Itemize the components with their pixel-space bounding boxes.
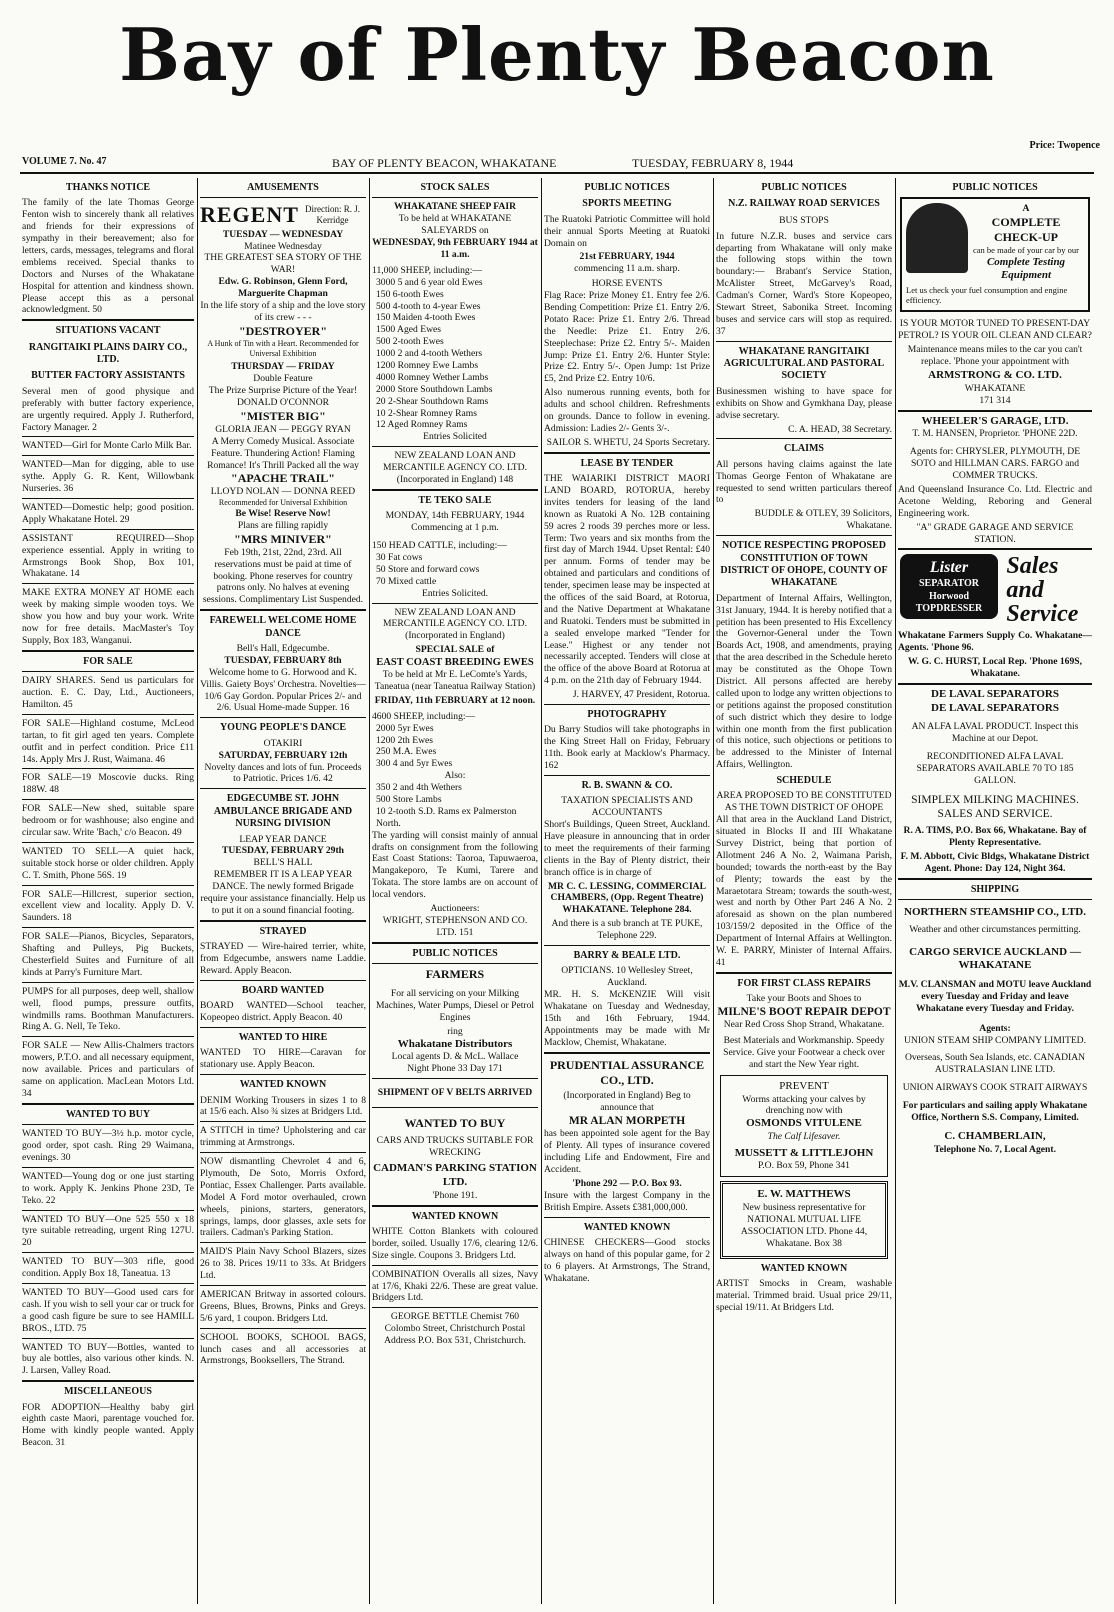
ad-headline: PREVENT: [779, 1079, 829, 1092]
ad-text: IS YOUR MOTOR TUNED TO PRESENT-DAY PETROL? IS YOUR OIL CLEAN AND CLEAR?: [898, 317, 1092, 341]
film-note: Plans are filling rapidly: [237, 520, 329, 532]
notice-text: has been appointed sole agent for the Bay of Plenty. All types of insurance covered including Life and Endowment, Fire and Accident.: [544, 1128, 710, 1176]
ad-headline: NORTHERN STEAMSHIP CO., LTD.: [904, 906, 1086, 919]
strayed-heading: STRAYED: [259, 925, 307, 937]
ad-text: Best Materials and Workmanship. Speedy Service. Give your Footwear a check over and start the New Year right.: [723, 1035, 885, 1071]
stock-line: 30 Fat cows: [376, 551, 423, 563]
notice-text: And there is a sub branch at TE PUKE, Telephone 229.: [551, 918, 703, 942]
ad-text: New business representative for NATIONAL MUTUAL LIFE ASSOCIATION LTD. Phone 44, Whakatane. Box 38: [740, 1201, 868, 1249]
ad-text: CARS AND TRUCKS SUITABLE FOR WRECKING: [376, 1134, 534, 1158]
stock-line: 1200 2th Ewes: [376, 734, 434, 746]
ambulance-brigade-heading: EDGECUMBE ST. JOHN AMBULANCE BRIGADE AND NURSING DIVISION: [213, 793, 353, 830]
ad-headline: CARGO SERVICE AUCKLAND — WHAKATANE: [909, 945, 1081, 972]
ad-headline: C. CHAMBERLAIN,: [944, 1129, 1046, 1142]
stock-line: 300 4 and 5yr Ewes: [376, 758, 453, 770]
sale-details: The yarding will consist mainly of annual drafts on consignment from the following East Coast Stations: Taoroa, Tapuwaeroa, Mangakeporo, Te Kumi, Tarere and Tokata. The store lambs are on account of local vendors.: [372, 829, 538, 901]
notice-text: Businessmen wishing to have space for exhibits on Show and Gymkhana Day, please advise secretary.: [716, 385, 892, 421]
osmonds-ad: [720, 1075, 888, 1177]
film-note: Be Wise! Reserve Now!: [235, 508, 331, 520]
ad-text: UNION AIRWAYS COOK STRAIT AIRWAYS: [902, 1082, 1088, 1094]
for-sale-heading: FOR SALE: [83, 655, 133, 667]
notice-text: All that area in the Auckland Land District, situated in Blocks II and III Whakatane Survey District, being that portion of Allotment 246 A No. 2, Waimana Parish, bounded; towards the north-east by the Bay of Plenty; towards the east by the Maraetotara Stream; towards the south-west, west and north by Other Part 246 A No. 2 aforesaid as shown on the plan numbered 103/159/2 deposited in the Office of the Department of Internal Affairs at Wellington. W. E. PARRY, Minister of Internal Affairs. 41: [716, 814, 892, 968]
auctioneer: NEW ZEALAND LOAN AND MERCANTILE AGENCY CO. LTD. (Incorporated in England) 148: [383, 450, 527, 485]
stock-line: 20 2-Shear Southdown Rams: [376, 395, 489, 407]
entries-note: Entries Solicited.: [421, 587, 489, 599]
notice-text: (Incorporated in England) Beg to announce that: [563, 1090, 691, 1114]
ad-headline: MILNE'S BOOT REPAIR DEPOT: [717, 1006, 891, 1019]
auctioneer: WRIGHT, STEPHENSON AND CO. LTD. 151: [382, 914, 528, 938]
newspaper-title: Bay of Plenty Beacon: [119, 12, 995, 97]
column-1: [22, 178, 194, 1606]
classified-ad: CHINESE CHECKERS—Good stocks always on hand of this popular game, for 2 to 6 players. At Armstrongs, The Strand, Whakatane.: [544, 1237, 710, 1284]
ad-text: Take your Boots and Shoes to: [746, 993, 862, 1005]
film-tagline: A Merry Comedy Musical. Associate Feature. Thundering Action! Flaming Romance! It's Thrill Packed all the way: [207, 435, 359, 471]
column-rule: [895, 178, 896, 1604]
ad-text: Maintenance means miles to the car you can't replace. 'Phone your appointment with: [907, 343, 1083, 367]
stock-line: 1000 2 and 4-tooth Wethers: [376, 348, 483, 360]
ad-text: RECONDITIONED ALFA LAVAL SEPARATORS AVAILABLE 70 TO 185 GALLON.: [916, 751, 1074, 786]
public-notices-heading: PUBLIC NOTICES: [412, 947, 498, 959]
ad-text: Weather and other circumstances permitting.: [909, 923, 1081, 935]
stock-line: 11,000 SHEEP, including:—: [372, 264, 482, 276]
matinee: Matinee Wednesday: [244, 240, 322, 252]
ad-text: Local agents D. & McL. Wallace: [391, 1051, 519, 1063]
column-2: [200, 178, 366, 1606]
stock-line: 2000 5yr Ewes: [376, 722, 434, 734]
railway-heading: N.Z. RAILWAY ROAD SERVICES: [728, 198, 880, 210]
butter-factory-heading: BUTTER FACTORY ASSISTANTS: [31, 370, 185, 382]
stock-line: 350 2 and 4th Wethers: [376, 782, 462, 794]
wanted-to-buy-heading: WANTED TO BUY: [65, 1108, 151, 1120]
ad-headline: E. W. MATTHEWS: [757, 1188, 851, 1201]
notice-text: Flag Race: Prize Money £1. Entry fee 2/6. Bending Competition: Prize £1. Entry 2/6. Potato Race: Prize £1. Entry 2/6. Thread the Needle: Prize £1. Entry 2/6. Steeplechase: Prize £2. Entry 5/-. Maiden Jump: Prize £1. Entry 2/6. Hunter Style: Prize £2. Entry 5/-. Open Jump: 1st Prize £5, 2nd Prize £2. Entry 10/6.: [544, 290, 710, 385]
screening-days: TUESDAY — WEDNESDAY: [222, 228, 344, 240]
ad-headline: CADMAN'S PARKING STATION LTD.: [373, 1162, 537, 1189]
stock-line: 150 6-tooth Ewes: [376, 288, 444, 300]
film-note: Recommended for Universal Exhibition: [218, 498, 348, 508]
ad-phone: 'Phone 191.: [432, 1189, 478, 1201]
ad-headline: COMPLETE CHECK-UP: [991, 215, 1061, 245]
classified-ad: FOR SALE—Highland costume, McLeod tartan, to fit girl aged ten years. Complete outfit and in perfect condition. Price £11 14s. Apply Mrs J. Rust, Waimana. 46: [22, 717, 194, 765]
ad-text: T. M. HANSEN, Proprietor. 'PHONE 22D.: [912, 428, 1078, 440]
prudential-heading: PRUDENTIAL ASSURANCE CO., LTD.: [549, 1057, 705, 1087]
signatory: C. A. HEAD, 38 Secretary.: [788, 423, 892, 435]
ad-text: Overseas, South Sea Islands, etc. CANADIAN AUSTRALASIAN LINE LTD.: [904, 1052, 1086, 1076]
wanted-known-heading: WANTED KNOWN: [583, 1221, 671, 1233]
ad-contact: MR C. C. LESSING, COMMERCIAL CHAMBERS, (Opp. Regent Theatre) WHAKATANE. Telephone 284.: [547, 880, 707, 916]
signatory: BUDDLE & OTLEY, 39 Solicitors, Whakatane.: [754, 508, 892, 532]
thanks-notice: The family of the late Thomas George Fenton wish to sincerely thank all relatives and friends for their expressions of sympathy in their bereavement; also for letters, cards, messages, telegrams and floral emblems received. Special thanks to Doctors and Nurses of the Whakatane Hospital for attention and kindness shown. Please accept this as a personal acknowledgment. 50: [22, 197, 194, 316]
notice-text: Du Barry Studios will take photographs in the King Street Hall on Friday, February 11th. Book early at Macklow's Pharmacy. 162: [544, 724, 710, 772]
wanted-to-hire-heading: WANTED TO HIRE: [238, 1031, 328, 1043]
regent-theatre: REGENT: [200, 202, 299, 228]
stock-line: 150 Maiden 4-tooth Ewes: [376, 312, 476, 324]
film-title: "MISTER BIG": [240, 409, 326, 424]
classified-ad: WHITE Cotton Blankets with coloured border, soiled. Usually 17/6, clearing 12/6. Size single. Coupons 3. Bridgers Ltd.: [372, 1225, 538, 1261]
stock-line: 150 HEAD CATTLE, including:—: [372, 540, 507, 552]
auctioneers-label: Auctioneers:: [430, 903, 480, 914]
ad-text: The Calf Lifesaver.: [767, 1130, 841, 1142]
ad-text: AN ALFA LAVAL PRODUCT. Inspect this Machine at our Depot.: [911, 721, 1079, 745]
classified-ad: WANTED—Domestic help; good position. Apply Whakatane Hotel. 29: [22, 501, 194, 525]
ad-text: R. A. TIMS, P.O. Box 66, Whakatane. Bay of Plenty Representative.: [903, 825, 1087, 849]
ad-text: UNION STEAM SHIP COMPANY LIMITED.: [903, 1034, 1087, 1046]
sale-location: To be held at WHAKATANE SALEYARDS on: [398, 213, 512, 237]
classified-ad: WANTED TO BUY—One 525 550 x 18 tyre suitable retreading, urgent Ring 127U. 20: [22, 1213, 194, 1249]
classified-ad: STRAYED — Wire-haired terrier, white, from Edgecumbe, answers name Laddie. Reward. Apply Beacon.: [200, 941, 366, 976]
classified-ad: FOR SALE—Pianos, Bicycles, Separators, Shafting and Pulleys, Pig Buckets, Chesterfield Suites and Furniture of all kinds at Parry's Furniture Mart.: [22, 931, 194, 978]
volume-number: VOLUME 7. No. 47: [22, 156, 107, 167]
barry-beale-heading: BARRY & BEALE LTD.: [573, 950, 681, 962]
film-cast: Edw. G. Robinson, Glenn Ford, Marguerite Chapman: [218, 276, 348, 300]
situations-vacant-heading: SITUATIONS VACANT: [55, 325, 161, 337]
swann-heading: R. B. SWANN & CO.: [581, 779, 673, 791]
signatory: J. HARVEY, 47 President, Rotorua.: [572, 689, 710, 701]
sports-meeting-heading: SPORTS MEETING: [582, 198, 672, 210]
young-peoples-dance-heading: YOUNG PEOPLE'S DANCE: [219, 722, 347, 734]
schedule-subheading: AREA PROPOSED TO BE CONSTITUTED AS THE TOWN DISTRICT OF OHOPE: [716, 790, 892, 814]
stock-line: 500 4-tooth to 4-year Ewes: [376, 300, 481, 312]
film-title: "MRS MINIVER": [234, 531, 332, 546]
classified-ad: MAKE EXTRA MONEY AT HOME each week by making simple wooden toys. We show you how and buy your work. Write now for free details. MacMaster's Toy Supply, Box 183, Wanganui.: [22, 587, 194, 646]
venue: OTAKIRI: [263, 737, 303, 749]
classified-ad: BOARD WANTED—School teacher, Kopeopeo district. Apply Beacon. 40: [200, 1000, 366, 1024]
stock-line: 3000 5 and 6 year old Ewes: [376, 276, 483, 288]
classified-ad: ARTIST Smocks in Cream, washable material. Trimmed braid. Usual price 29/11, special 19/11. At Bridgers Ltd.: [716, 1277, 892, 1313]
stock-line: 10 2-Shear Romney Rams: [376, 407, 477, 419]
lister-ad: [900, 554, 1090, 626]
price: Price: Twopence: [1029, 140, 1100, 151]
sale-date: MONDAY, 14th FEBRUARY, 1944: [385, 510, 525, 522]
claims-heading: CLAIMS: [783, 443, 824, 455]
stock-line: 12 Aged Romney Rams: [376, 419, 468, 431]
film-note: Feb 19th, 21st, 22nd, 23rd. All reservations must be paid at time of booking. Phone reserves for country patrons only. No halves at evening sessions. Complimentary List Suspended.: [202, 546, 364, 606]
classified-ad: WANTED TO BUY—Good used cars for cash. If you wish to sell your car or truck for a good cash figure be sure to see HAMILL BROS., LTD. 75: [22, 1286, 194, 1334]
sale-date: FRIDAY, 11th FEBRUARY at 12 noon.: [374, 694, 536, 706]
ad-headline: A: [1022, 203, 1030, 215]
stock-line: 50 Store and forward cows: [376, 563, 480, 575]
ad-headline: DE LAVAL SEPARATORS: [931, 701, 1059, 714]
classified-ad: WANTED TO BUY—3½ h.p. motor cycle, good order, spot cash. Ring 29 Waimana, evenings. 30: [22, 1128, 194, 1163]
classified-ad: WANTED—Man for digging, able to use sythe. Apply G. R. Kent, Willowbank Nurseries. 36: [22, 459, 194, 495]
classified-ad: MAID'S Plain Navy School Blazers, sizes 26 to 38. Prices 19/11 to 33s. At Bridgers Ltd.: [200, 1246, 366, 1282]
entries-note: Entries Solicited: [423, 431, 487, 443]
ad-text: For all servicing on your Milking Machines, Water Pumps, Diesel or Petrol Engines: [375, 987, 535, 1023]
stock-line: 250 M.A. Ewes: [376, 746, 437, 758]
film-cast: DONALD O'CONNOR: [236, 397, 330, 409]
event-time: commencing 11 a.m. sharp.: [574, 263, 680, 275]
classified-ad: WANTED TO BUY—Bottles, wanted to buy ale bottles, also various other kinds. N. J. Larsen, Valley Road.: [22, 1341, 194, 1377]
stock-line: 500 2-tooth Ewes: [376, 336, 444, 348]
sale-location: To be held at Mr E. LeComte's Yards, Taneatua (near Taneatua Railway Station): [374, 669, 536, 692]
notice-text: MR. H. S. McKENZIE Will visit Whakatane on Tuesday and Wednesday, 15th and 16th February, 1944. Appointments may be made with Mr Macklow, Chemist, Whakatane.: [544, 989, 710, 1048]
film-note: Double Feature: [253, 373, 313, 385]
film-tagline: THE GREATEST SEA STORY OF THE WAR!: [204, 252, 362, 276]
classified-ad: FOR SALE—Hillcrest, superior section, excellent view and locality. Apply D. V. Saunders. 18: [22, 888, 194, 924]
check-up-ad: [900, 197, 1090, 311]
classified-ad: GEORGE BETTLE Chemist 760 Colombo Street, Christchurch Postal Address P.O. Box 531, Christchurch.: [384, 1311, 526, 1347]
bus-stops-heading: BUS STOPS: [779, 214, 829, 226]
stock-sales-heading: STOCK SALES: [420, 182, 490, 193]
wanted-known-heading: WANTED KNOWN: [760, 1262, 848, 1274]
masthead: [0, 0, 1114, 165]
stock-line: 4000 Romney Wether Lambs: [376, 371, 489, 383]
matthews-ad: [720, 1181, 888, 1258]
ad-text: can be made of your car by our: [973, 245, 1079, 256]
repairs-heading: FOR FIRST CLASS REPAIRS: [737, 977, 871, 989]
ad-text: M.V. CLANSMAN and MOTU leave Auckland every Tuesday and Friday and leave Whakatane every Tuesday and Friday.: [898, 978, 1092, 1014]
classified-ad: WANTED—Young dog or one just starting to work. Apply K. Jenkins Phone 23D, Te Teko. 22: [22, 1170, 194, 1206]
ad-phone: P.O. Box 59, Phone 341: [758, 1160, 850, 1172]
thanks-notice-heading: THANKS NOTICE: [65, 182, 151, 193]
event-details: Novelty dances and lots of fun. Proceeds to Patriotic. Prices 1/6. 42: [204, 761, 362, 785]
public-notices-heading: PUBLIC NOTICES: [952, 182, 1038, 193]
event-date: 21st FEBRUARY, 1944: [579, 251, 675, 263]
ad-headline: Complete Testing Equipment: [986, 255, 1066, 282]
column-rule: [713, 178, 714, 1604]
auctioneer: NEW ZEALAND LOAN AND MERCANTILE AGENCY CO. LTD. (Incorporated in England): [383, 606, 527, 642]
event-details: REMEMBER IT IS A LEAP YEAR DANCE. The newly formed Brigade require your assistance financially. Help us to put it on a sound financial footing.: [200, 869, 366, 916]
amusements-heading: AMUSEMENTS: [247, 182, 319, 193]
board-wanted-heading: BOARD WANTED: [241, 984, 325, 996]
agent-name: MR ALAN MORPETH: [568, 1115, 686, 1128]
ad-phone: 'Phone 292 — P.O. Box 93.: [572, 1178, 682, 1190]
photography-heading: PHOTOGRAPHY: [587, 709, 667, 721]
event-date: TUESDAY, FEBRUARY 8th: [224, 654, 342, 666]
stock-line: Also:: [444, 770, 466, 782]
ad-phone: 171 314: [979, 394, 1011, 406]
schedule-heading: SCHEDULE: [776, 775, 832, 787]
classified-ad: DAIRY SHARES. Send us particulars for auction. E. C. Day, Ltd., Auctioneers, Hamilton. 45: [22, 675, 194, 710]
farewell-dance-heading: FAREWELL WELCOME HOME DANCE: [209, 615, 357, 639]
film-tagline: In the life story of a ship and the love story of its crew - - -: [200, 300, 366, 323]
wanted-known-heading: WANTED KNOWN: [239, 1079, 327, 1091]
ad-text: Agents:: [979, 1022, 1011, 1034]
column-6: [898, 178, 1092, 1606]
classified-ad: FOR ADOPTION—Healthy baby girl eighth caste Maori, parentage vouched for. Home with kindly people wanted. Apply Beacon. 31: [22, 1401, 194, 1449]
ad-subheading: OPTICIANS. 10 Wellesley Street, Auckland.: [561, 965, 693, 989]
stock-line: 1500 Aged Ewes: [376, 324, 442, 336]
event-title: LEAP YEAR DANCE: [239, 833, 327, 845]
film-cast: GLORIA JEAN — PEGGY RYAN: [215, 423, 351, 435]
column-rule: [197, 178, 198, 1604]
ad-headline: SHIPMENT OF V BELTS ARRIVED: [377, 1086, 533, 1098]
ad-text: W. G. C. HURST, Local Rep. 'Phone 169S, Whakatane.: [907, 656, 1083, 680]
ad-phone: Night Phone 33 Day 171: [407, 1063, 503, 1075]
ad-headline: DE LAVAL SEPARATORS: [931, 688, 1059, 701]
horse-events-heading: HORSE EVENTS: [591, 278, 663, 290]
ohope-notice-heading: NOTICE RESPECTING PROPOSED CONSTITUTION OF TOWN DISTRICT OF OHOPE, COUNTY OF WHAKATANE: [720, 540, 888, 589]
film-cast: LLOYD NOLAN — DONNA REED: [210, 486, 356, 498]
public-notices-heading: PUBLIC NOTICES: [761, 182, 847, 193]
regent-direction: Direction: R. J. Kerridge: [304, 203, 360, 226]
stock-line: 10 2-tooth S.D. Rams ex Palmerston North.: [376, 805, 517, 829]
ad-headline: MUSSETT & LITTLEJOHN: [734, 1146, 874, 1159]
miscellaneous-heading: MISCELLANEOUS: [64, 1386, 152, 1398]
ad-text: ring: [447, 1025, 463, 1037]
film-title: "APACHE TRAIL": [231, 471, 335, 486]
classified-ad: FOR SALE—New shed, suitable spare bedroom or for washhouse; also engine and circular saw. Write 'Bach,' c/o Beacon. 49: [22, 803, 194, 838]
butter-factory-ad: Several men of good physique and preferably with butter factory experience, are urgently required. Apply J. Rutherford, Factory Manager. 2: [22, 385, 194, 433]
top-rule: [20, 172, 1094, 174]
classified-ad: AMERICAN Britway in assorted colours. Greens, Blues, Browns, Pinks and Greys. 5/6 yard, 1 coupon. Bridgers Ltd.: [200, 1289, 366, 1324]
classified-ad: PUMPS for all purposes, deep well, shallow well, flood pumps, pressure outfits, windmills rams. Boothman Manufacturers. Ring A. G. Nell, Te Teko.: [22, 985, 194, 1033]
agricultural-society-heading: WHAKATANE RANGITAIKI AGRICULTURAL AND PASTORAL SOCIETY: [723, 345, 885, 382]
column-rule: [369, 178, 370, 1604]
column-5: [716, 178, 892, 1606]
notice-text: Department of Internal Affairs, Wellington, 31st January, 1944. It is hereby notified that a petition has been presented to His Excellency the Governor-General under the Town Boards Act, 1908, and amendments, praying that the area described in the Schedule hereto may be constituted as the Ohope Town District. All persons affected are hereby called upon to lodge any written objections to or petitions against the proposed constitution of such district which they desire to lodge within one month from the first publication of this notice, such objections or petitions to be addressed to the Minister of Internal Affairs, Wellington.: [716, 592, 892, 771]
column-3: [372, 178, 538, 1606]
dairy-company-heading: RANGITAIKI PLAINS DAIRY CO., LTD.: [28, 341, 188, 366]
event-date: SATURDAY, FEBRUARY 12th: [218, 749, 348, 761]
sale-title: SPECIAL SALE of: [415, 644, 495, 656]
ad-text: Near Red Cross Shop Strand, Whakatane.: [723, 1019, 885, 1031]
sale-title: WHAKATANE SHEEP FAIR: [393, 201, 517, 213]
ad-headline: Whakatane Distributors: [397, 1037, 513, 1050]
notice-text: In future N.Z.R. buses and service cars departing from Whakatane will only make the following stops within the town boundary:— Brabant's Service Station, McAlister Street, McGarvey's Road, Cadman's Corner, Ward's Store Kopeopeo, Stewart Street, Sabonika Street. Incoming buses and service cars will stop as required. 37: [716, 230, 892, 337]
classified-ad: DENIM Working Trousers in sizes 1 to 8 at 15/6 each. Also ¾ sizes at Bridgers Ltd.: [200, 1094, 366, 1118]
ad-headline: OSMONDS VITULENE: [746, 1117, 862, 1130]
notice-text: Also numerous running events, both for adults and school children. Refreshments on grounds. Dance to follow in evening. Admission: Ladies 2/- Gents 3/-.: [544, 387, 710, 434]
notice-text: Insure with the largest Company in the British Empire. Assets £381,000,000.: [544, 1189, 710, 1213]
sales-service-logo: Sales and Service: [1006, 553, 1079, 628]
issue-date: TUESDAY, FEBRUARY 8, 1944: [632, 156, 794, 170]
wanted-known-heading: WANTED KNOWN: [411, 1210, 499, 1222]
sale-title: EAST COAST BREEDING EWES: [376, 657, 534, 669]
ad-text: Agents for: CHRYSLER, PLYMOUTH, DE SOTO and HILLMAN CARS. FARGO and COMMER TRUCKS.: [909, 446, 1081, 482]
venue: Bell's Hall, Edgecumbe.: [236, 643, 330, 655]
classified-ad: WANTED—Girl for Monte Carlo Milk Bar.: [22, 440, 192, 452]
ad-text: Whakatane Farmers Supply Co. Whakatane—Agents. 'Phone 96.: [898, 630, 1092, 654]
sale-time: Commencing at 1 p.m.: [411, 522, 499, 534]
lease-by-tender-heading: LEASE BY TENDER: [580, 457, 674, 469]
stock-line: 2000 Store Southdown Lambs: [376, 383, 493, 395]
ad-text: WHAKATANE: [964, 383, 1026, 395]
mechanic-illustration: [906, 203, 968, 273]
classified-ad: NOW dismantling Chevrolet 4 and 6, Plymouth, De Soto, Morris Oxford, Pontiac, Essex Challenger. Parts available. Model A Ford motor overhauled, crown wheels, pinions, starters, generators, springs, lamps, door glasses, axle sets for trailers. Cadman's Parking Station.: [200, 1156, 366, 1239]
ad-text: And Queensland Insurance Co. Ltd. Electric and Acetone Welding, Reboring and General Engineering work.: [898, 484, 1092, 519]
column-4: [544, 178, 710, 1606]
lister-logo: Lister SEPARATOR Horwood TOPDRESSER: [900, 554, 998, 619]
screening-days: THURSDAY — FRIDAY: [231, 361, 335, 373]
ad-text: Let us check your fuel consumption and engine efficiency.: [906, 284, 1068, 306]
paper-name: BAY OF PLENTY BEACON, WHAKATANE: [332, 156, 557, 170]
shipping-heading: SHIPPING: [970, 883, 1020, 895]
event-date: TUESDAY, FEBRUARY 29th: [221, 845, 344, 857]
classified-ad: A STITCH in time? Upholstering and car trimming at Armstrongs.: [200, 1125, 366, 1149]
ad-headline: ARMSTRONG & CO. LTD.: [928, 369, 1062, 382]
signatory: SAILOR S. WHETU, 24 Sports Secretary.: [546, 436, 710, 448]
ad-headline: WHEELER'S GARAGE, LTD.: [921, 414, 1069, 427]
ad-text: For particulars and sailing apply Whakatane Office, Northern S.S. Company, Limited.: [902, 1100, 1088, 1123]
sale-date: WEDNESDAY, 9th FEBRUARY 1944 at 11 a.m.: [372, 237, 538, 260]
classified-ad: WANTED TO HIRE—Caravan for stationary use. Apply Beacon.: [200, 1047, 366, 1071]
classified-ad: WANTED TO SELL—A quiet hack, suitable stock horse or older children. Apply C. T. Smith, Phone 56S. 19: [22, 845, 194, 881]
classified-ad: ASSISTANT REQUIRED—Shop experience essential. Apply in writing to Armstrongs Book Shop, Box 101, Whakatane. 14: [22, 532, 194, 580]
stock-line: 70 Mixed cattle: [376, 575, 437, 587]
venue: BELL'S HALL: [253, 857, 313, 869]
stock-line: 4600 SHEEP, including:—: [372, 710, 476, 722]
film-title: "DESTROYER": [238, 323, 327, 338]
ad-headline: WANTED TO BUY: [404, 1115, 506, 1130]
ad-text: "A" GRADE GARAGE AND SERVICE STATION.: [916, 521, 1074, 545]
stock-line: 1200 Romney Ewe Lambs: [376, 359, 479, 371]
notice-text: THE WAIARIKI DISTRICT MAORI LAND BOARD, ROTORUA, hereby invites tenders for leasing of the land known as Ruatoki A No. 12B containing 59 acres 2 roods 39 perches more or less. Term: Two years and six months from the first day of March 1944. Upset Rental: £40 per annum. Forms of tender may be obtained and particulars and conditions of tender, specimen lease may be inspected at the offices of the said Board, at Rotorua, and the Native Department at Whakatane and Ruatoki. Tenders must be submitted in a sealed envelope marked "Tender for Lease." Highest or any tender not necessarily accepted. Tenders will close at the office of the above Board at Rotorua at 4 p.m. on the 21th day of February 1944.: [544, 473, 710, 687]
classified-ad: FOR SALE — New Allis-Chalmers tractors mowers, P.T.O. and all necessary equipment, now available. Prices and particulars of same on application. MacLean Motors Ltd. 34: [22, 1040, 194, 1099]
film-note: A Hunk of Tin with a Heart. Recommended for Universal Exhibition: [207, 338, 359, 358]
stock-line: 500 Store Lambs: [376, 793, 442, 805]
notice-text: The Ruatoki Patriotic Committee will hold their annual Sports Meeting at Ruatoki Domain on: [544, 213, 710, 249]
notice-text: All persons having claims against the late Thomas George Fenton of Whakatane are requested to send written particulars thereof to: [716, 458, 892, 506]
ad-headline: SIMPLEX MILKING MACHINES. SALES AND SERVICE.: [911, 793, 1079, 820]
issue-info-bar: [22, 156, 1092, 170]
ad-text: Worms attacking your calves by drenching now with: [742, 1093, 866, 1117]
ad-headline: FARMERS: [425, 967, 485, 982]
ad-text: Telephone No. 7, Local Agent.: [934, 1143, 1056, 1155]
classified-ad: FOR SALE—19 Moscovie ducks. Ring 188W. 48: [22, 772, 194, 796]
ad-text: F. M. Abbott, Civic Bldgs, Whakatane District Agent. Phone: Day 124, Night 364.: [900, 851, 1090, 874]
film-tagline: The Prize Surprise Picture of the Year!: [208, 385, 358, 397]
notice-text: Short's Buildings, Queen Street, Auckland. Have pleasure in announcing that in order to meet the requirements of their farming clients in the Bay of Plenty district, their branch office is in charge of: [544, 819, 710, 878]
column-rule: [541, 178, 542, 1604]
classified-ad: WANTED TO BUY—303 rifle, good condition. Apply Box 18, Taneatua. 13: [22, 1256, 194, 1280]
public-notices-heading: PUBLIC NOTICES: [584, 182, 670, 193]
classified-ad: COMBINATION Overalls all sizes, Navy at 17/6, Khaki 22/6. These are great value. Bridgers Ltd.: [372, 1268, 538, 1304]
event-details: Welcome home to G. Horwood and K. Villis. Gaiety Boys' Orchestra. Novelties—10/6 Gay Gordon. Popular Prices 2/- and 2/6. Usual Home-made Supper. 16: [200, 666, 366, 714]
te-teko-sale-heading: TE TEKO SALE: [418, 494, 492, 506]
classified-ad: SCHOOL BOOKS, SCHOOL BAGS, lunch cases and all accessories at Armstrongs, Booksellers, The Strand.: [200, 1331, 366, 1367]
ad-subheading: TAXATION SPECIALISTS AND ACCOUNTANTS: [561, 795, 693, 819]
